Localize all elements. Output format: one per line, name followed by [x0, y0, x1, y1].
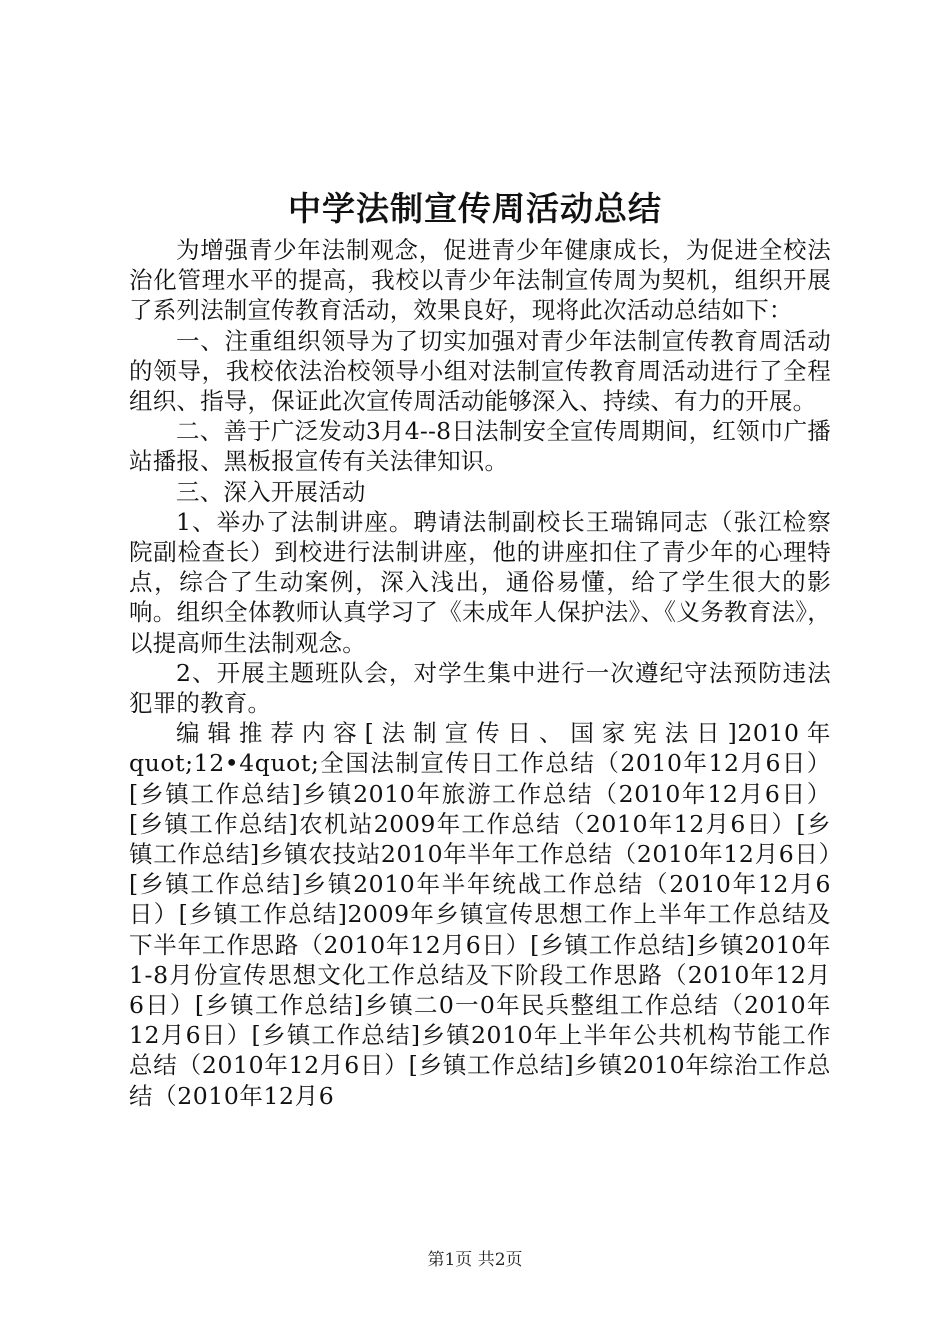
paragraph-section-1: 一、注重组织领导为了切实加强对青少年法制宣传教育周活动的领导，我校依法治校领导小组对法制宣传教育周活动进行了全程组织、指导，保证此次宣传周活动能够深入、持续、有力的开展。: [129, 326, 831, 416]
paragraph-section-2: 二、善于广泛发动3月4--8日法制安全宣传周期间，红领巾广播站播报、黑板报宣传有关法律知识。: [129, 417, 831, 476]
paragraph-intro: 为增强青少年法制观念，促进青少年健康成长，为促进全校法治化管理水平的提高，我校以青少年法制宣传周为契机，组织开展了系列法制宣传教育活动，效果良好，现将此次活动总结如下：: [129, 236, 831, 325]
page-footer: 第1页 共2页: [427, 1250, 523, 1270]
document-body: [129, 235, 831, 1111]
document-title: 中学法制宣传周活动总结: [288, 189, 662, 228]
paragraph-section-3: 三、深入开展活动: [176, 477, 366, 506]
paragraph-recommended: 编辑推荐内容[法制宣传日、国家宪法日]2010年quot;12•4quot;全国法制宣传日工作总结（2010年12月6日）[乡镇工作总结]乡镇2010年旅游工作总结（2010年12月6日）[乡镇工作总结]农机站2009年工作总结（2010年12月6日）[乡镇工作总结]乡镇农技站2010年半年工作总结（2010年12月6日）[乡镇工作总结]乡镇2010年半年统战工作总结（2010年12月6日）[乡镇工作总结]2009年乡镇宣传思想工作上半年工作总结及下半年工作思路（2010年12月6日）[乡镇工作总结]乡镇2010年1-8月份宣传思想文化工作总结及下阶段工作思路（2010年12月6日）[乡镇工作总结]乡镇二0一0年民兵整组工作总结（2010年12月6日）[乡镇工作总结]乡镇2010年上半年公共机构节能工作总结（2010年12月6日）[乡镇工作总结]乡镇2010年综治工作总结（2010年12月6: [129, 719, 831, 1110]
paragraph-item-2: 2、开展主题班队会，对学生集中进行一次遵纪守法预防违法犯罪的教育。: [129, 658, 831, 718]
paragraph-item-1: 1、举办了法制讲座。聘请法制副校长王瑞锦同志（张江检察院副检查长）到校进行法制讲座，他的讲座扣住了青少年的心理特点，综合了生动案例，深入浅出，通俗易懂，给了学生很大的影响。组织全体教师认真学习了《未成年人保护法》、《义务教育法》，以提高师生法制观念。: [129, 507, 831, 657]
